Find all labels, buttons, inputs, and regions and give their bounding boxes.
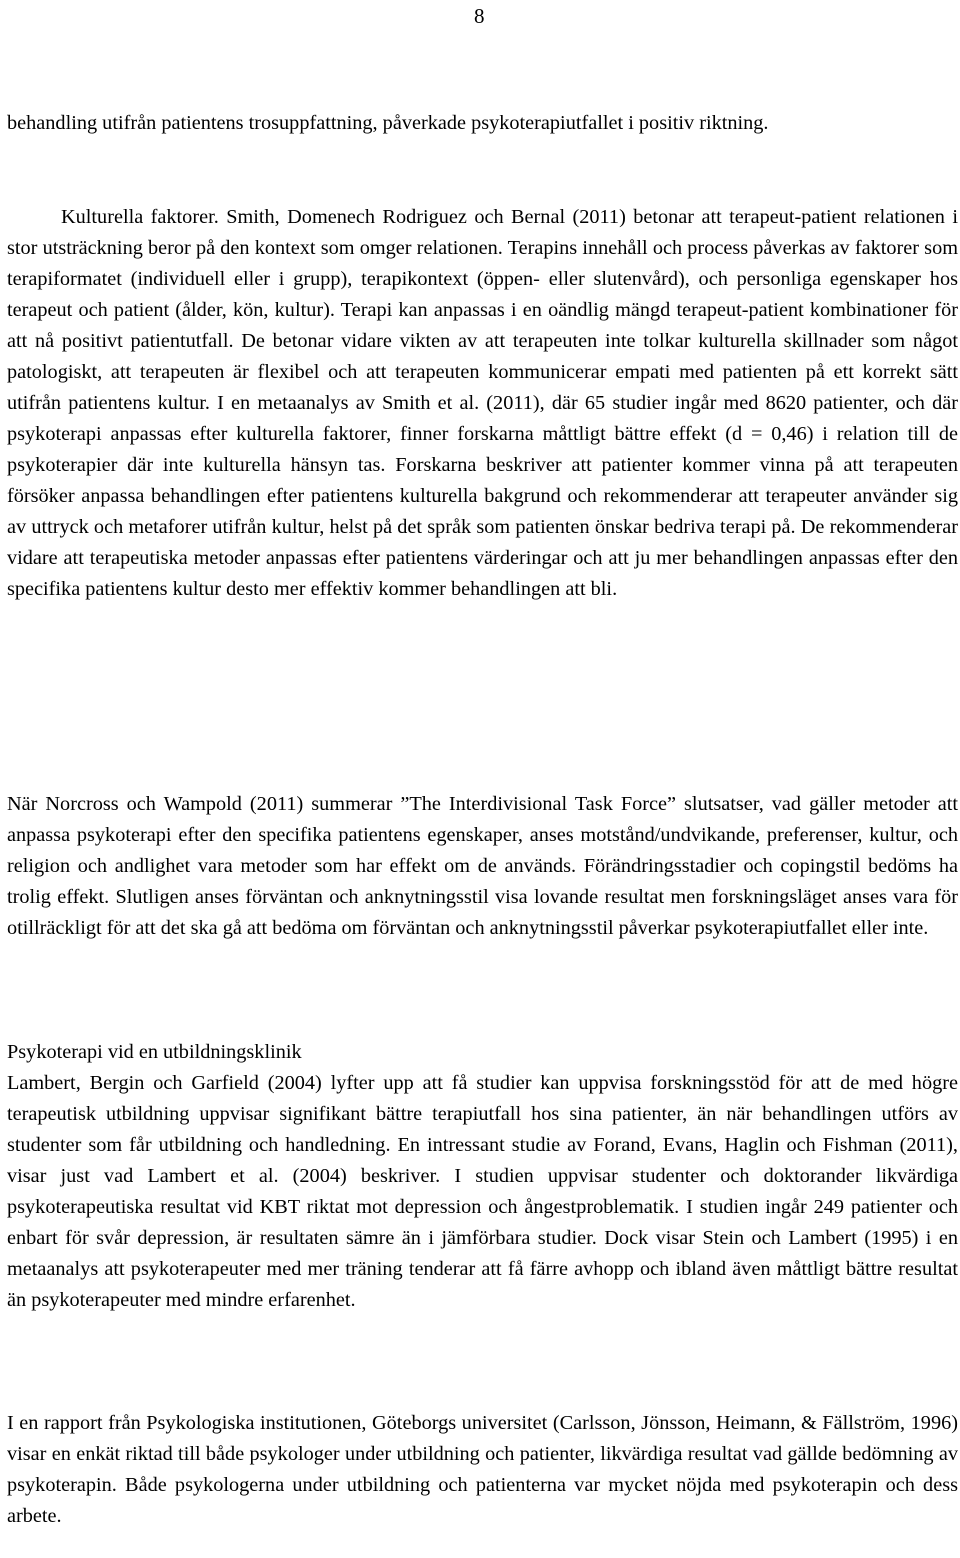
paragraph-norcross-wampold <box>7 789 958 944</box>
paragraph-text: Lambert, Bergin och Garfield (2004) lyfter upp att få studier kan uppvisa forskningsstöd för att de med högre terapeutisk utbildning uppvisar signifikant bättre terapiutfall hos sina patienter, än när behandlingen utförs av studenter som får utbildning och handledning. En intressant studie av Forand, Evans, Haglin och Fishman (2011), visar just vad Lambert et al. (2004) beskriver. I studien uppvisar studenter och doktorander likvärdiga psykoterapeutiska resultat vid KBT riktat mot depression och ångestproblematik. I studien ingår 249 patienter och enbart för svår depression, är resultaten sämre än i jämförbara studier. Dock visar Stein och Lambert (1995) i en metaanalys att psykoterapeuter med mer träning tenderar att få färre avhopp och ibland även måttligt bättre resultat än psykoterapeuter med mindre erfarenhet. <box>7 1072 958 1311</box>
section-training-clinic <box>7 1037 958 1316</box>
paragraph-gothenburg-report <box>7 1408 958 1532</box>
paragraph-continuation <box>7 108 958 139</box>
paragraph-text: I en rapport från Psykologiska institutionen, Göteborgs universitet (Carlsson, Jönsson, Heimann, & Fällström, 1996) visar en enkät riktad till både psykologer under utbildning och patienter, likvärdiga resultat vad gällde bedömning av psykoterapin. Både psykologerna under utbildning och patienterna var mycket nöjda med psykoterapin och dess arbete. <box>7 1412 958 1527</box>
section-heading: Psykoterapi vid en utbildningsklinik <box>7 1041 302 1063</box>
paragraph-cultural-factors <box>7 202 958 605</box>
page-number: 8 <box>474 4 485 28</box>
paragraph-text: Kulturella faktorer. Smith, Domenech Rodriguez och Bernal (2011) betonar att terapeut-patient relationen i stor utsträckning beror på den kontext som omger relationen. Terapins innehåll och process påverkas av faktorer som terapiformatet (individuell eller i grupp), terapikontext (öppen- eller slutenvård), och personliga egenskaper hos terapeut och patient (ålder, kön, kultur). Terapi kan anpassas i en oändlig mängd terapeut-patient kombinationer för att nå positivt patientutfall. De betonar vidare vikten av att terapeuten inte tolkar kulturella skillnader som något patologiskt, att terapeuten är flexibel och att terapeuten kommunicerar empati med patienten på ett korrekt sätt utifrån patientens kultur. I en metaanalys av Smith et al. (2011), där 65 studier ingår med 8620 patienter, och där psykoterapi anpassas efter kulturella faktorer, finner forskarna måttligt bättre effekt (d = 0,46) i relation till de psykoterapier där inte kulturella hänsyn tas. Forskarna beskriver att patienter kommer vinna på att terapeuten försöker anpassa behandlingen efter patientens kulturella bakgrund och rekommenderar att terapeuter använder sig av uttryck och metaforer utifrån kultur, helst på det språk som patienten önskar bedriva terapi på. De rekommenderar vidare att terapeutiska metoder anpassas efter patientens värderingar och att ju mer behandlingen anpassas efter den specifika patientens kultur desto mer effektiv kommer behandlingen att bli. <box>7 206 958 600</box>
paragraph-text: När Norcross och Wampold (2011) summerar ”The Interdivisional Task Force” slutsatser, vad gäller metoder att anpassa psykoterapi efter den specifika patientens egenskaper, anses motstånd/undvikande, preferenser, kultur, och religion och andlighet vara metoder som har effekt om de används. Förändringsstadier och copingstil bedöms ha trolig effekt. Slutligen anses förväntan och anknytningsstil visa lovande resultat men forskningsläget anses vara för otillräckligt för att det ska gå att bedöma om förväntan och anknytningsstil påverkar psykoterapiutfallet eller inte. <box>7 793 958 939</box>
paragraph-text: behandling utifrån patientens trosuppfattning, påverkade psykoterapiutfallet i positiv riktning. <box>7 112 769 134</box>
